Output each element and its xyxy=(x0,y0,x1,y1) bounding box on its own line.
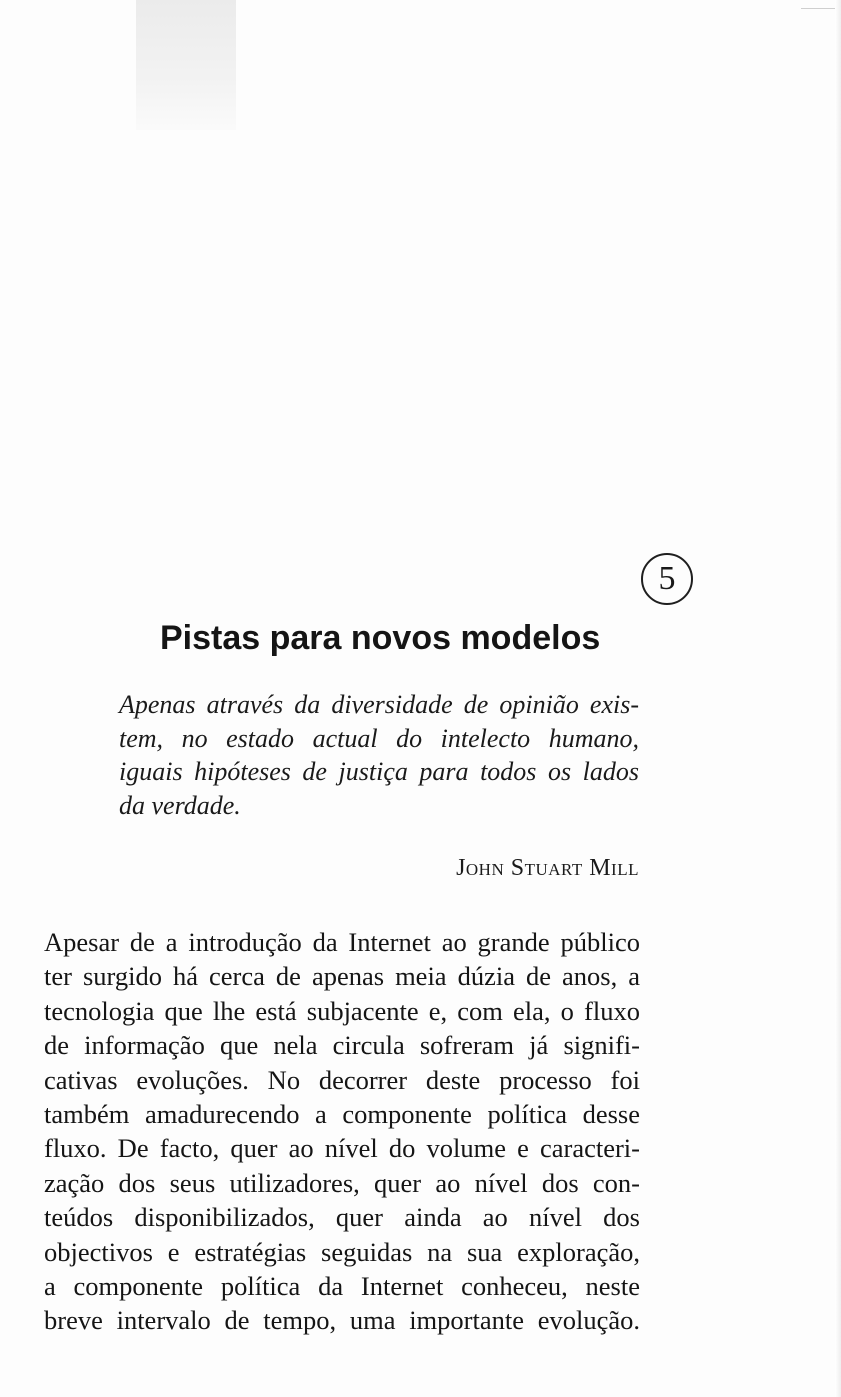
chapter-number-badge xyxy=(641,553,693,605)
epigraph-quote xyxy=(119,688,639,822)
body-line: de informação que nela circula sofreram já signifi- xyxy=(44,1030,640,1061)
page-edge-shadow xyxy=(835,0,841,1397)
epigraph-line: da verdade. xyxy=(119,790,241,820)
body-line: breve intervalo de tempo, uma importante evolução. xyxy=(44,1305,640,1336)
body-line: tecnologia que lhe está subjacente e, com ela, o fluxo xyxy=(44,995,640,1026)
epigraph-line: iguais hipóteses de justiça para todos os lados xyxy=(119,757,639,786)
body-line: zação dos seus utilizadores, quer ao nível dos con- xyxy=(44,1167,640,1198)
body-line: ter surgido há cerca de apenas meia dúzia de anos, a xyxy=(44,961,640,992)
scan-smudge xyxy=(136,0,236,130)
body-line: objectivos e estratégias seguidas na sua exploração, xyxy=(44,1236,640,1267)
chapter-number: 5 xyxy=(658,560,676,597)
body-line: teúdos disponibilizados, quer ainda ao nível dos xyxy=(44,1202,640,1233)
chapter-title: Pistas para novos modelos xyxy=(160,619,601,657)
body-paragraph xyxy=(44,925,640,1338)
body-line: a componente política da Internet conheceu, neste xyxy=(44,1271,640,1302)
epigraph-author: John Stuart Mill xyxy=(456,855,639,881)
epigraph-line: Apenas através da diversidade de opinião exis- xyxy=(119,690,639,719)
body-line: fluxo. De facto, quer ao nível do volume e caracteri- xyxy=(44,1133,640,1164)
body-line: Apesar de a introdução da Internet ao grande público xyxy=(44,927,640,957)
epigraph-line: tem, no estado actual do intelecto humano, xyxy=(119,723,639,753)
body-line: também amadurecendo a componente política desse xyxy=(44,1099,640,1130)
body-line: cativas evoluções. No decorrer deste processo foi xyxy=(44,1064,640,1095)
